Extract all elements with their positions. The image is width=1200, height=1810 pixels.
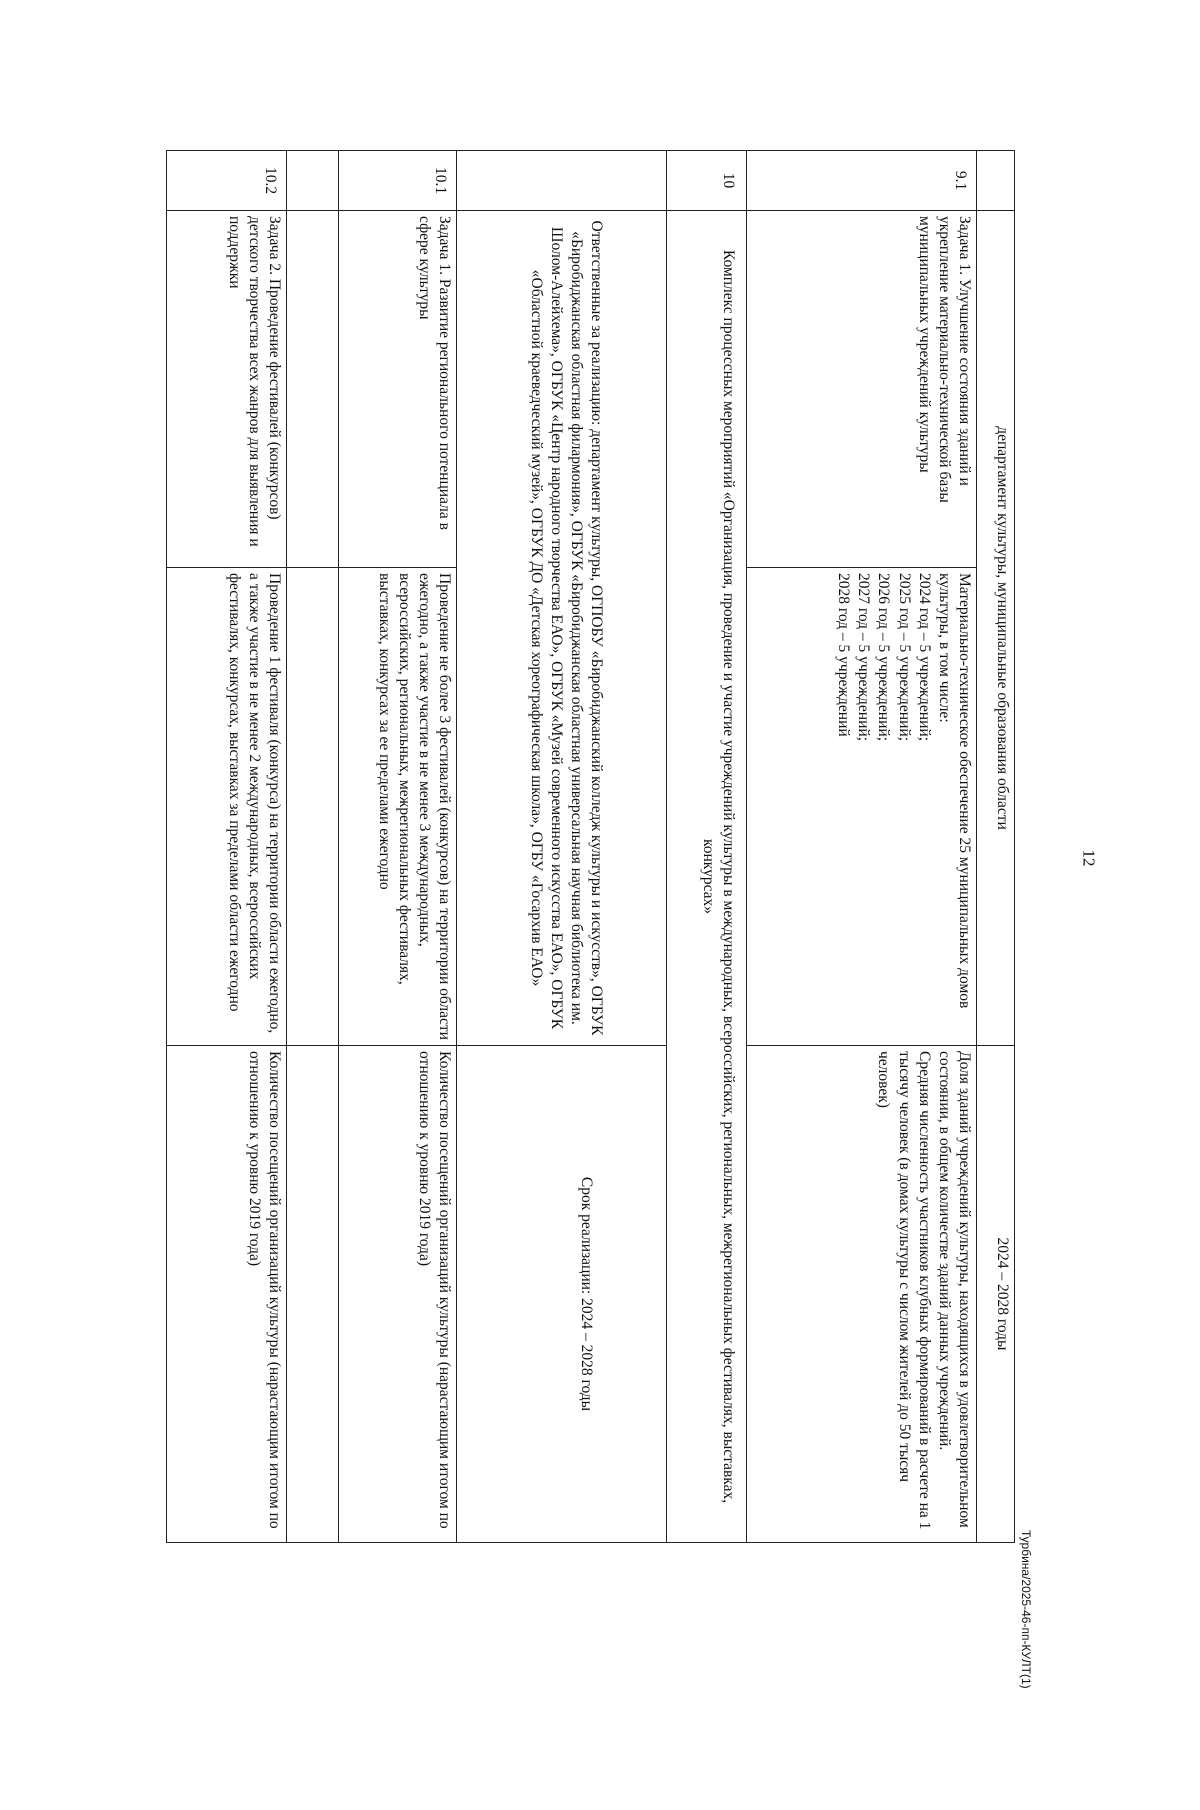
task-cell: Задача 1. Развитие регионального потенциала в сфере культуры [339,211,457,568]
empty-cell [457,151,667,211]
row-number: 10.2 [167,151,287,211]
indicator-text: Доля зданий учреждений культуры, находящихся в удовлетворительном состоянии, в общем количестве зданий данных учреждений. [935,1051,973,1528]
task-cell: Задача 1. Улучшение состояния зданий и укрепление материально-технической базы муниципальных учреждений культуры [747,211,977,568]
result-line: 2024 год – 5 учреждений; [915,573,933,742]
result-cell [747,568,977,1046]
row-number: 9.1 [747,151,977,211]
table-row [977,151,1015,1543]
responsible-cell: Ответственные за реализацию: департамент культуры, ОГПОБУ «Биробиджанский колледж культуры и искусств», ОГБУК «Биробиджанская областная филармония», ОГБУК «Биробиджанская областная универсальная научная библиотека им. Шолом-Алейхема», ОГБУК «Центр народного творчества ЕАО», ОГБУК «Музей современного искусства ЕАО», ОГБУК «Областной краеведческий музей», ОГБУК ДО «Детская хореографическая школа», ОГБУ «Госархив ЕАО» [457,211,667,1046]
indicator-text: Средняя численность участников клубных формирований в расчете на 1 тысячу человек (в домах культуры с числом жителей до 50 тысяч человек) [875,1051,933,1530]
page-number: 12 [1079,849,1099,867]
table-row [457,151,667,1543]
result-cell: Проведение не более 3 фестивалей (конкурсов) на территории области ежегодно, а также участие в не менее 3 международных, всероссийских, региональных, межрегиональных фестивалях, выставках, конкурсах за ее пределами ежегодно [339,568,457,1046]
row-number: 10 [667,151,747,211]
empty-cell [287,1046,339,1543]
row-number: 10.1 [339,151,457,211]
table-row [667,151,747,1543]
period-cell: 2024 – 2028 годы [977,1046,1015,1543]
empty-cell [287,151,339,211]
result-line: 2028 год – 5 учреждений [835,573,853,737]
result-line: 2027 год – 5 учреждений; [855,573,873,742]
table-row [747,151,977,1543]
table-row [287,151,339,1543]
indicator-cell [747,1046,977,1543]
measures-table [166,150,1015,1543]
empty-cell [287,211,339,568]
task-cell: Задача 2. Проведение фестивалей (конкурсов) детского творчества всех жанров для выявления и поддержки [167,211,287,568]
complex-title-cell: Комплекс процессных мероприятий «Организация, проведение и участие учреждений культуры в международных, всероссийских, региональных, межрегиональных фестивалях, выставках, конкурсах» [667,211,747,1543]
table-row [167,151,287,1543]
footer-reference: Турбина/2025-46-пп-КУЛТ(1) [1019,1530,1033,1689]
result-line: Материально-техническое обеспечение 25 муниципальных домов культуры, в том числе: [935,573,973,1009]
result-line: 2026 год – 5 учреждений; [875,573,893,742]
result-cell: Проведение 1 фестиваля (конкурса) на территории области ежегодно, а также участие в не менее 2 международных, всероссийских фестивалях, конкурсах, выставках за пределами области ежегодно [167,568,287,1046]
header-empty-cell [977,151,1015,211]
result-line: 2025 год – 5 учреждений; [895,573,913,742]
indicator-cell: Количество посещений организаций культуры (нарастающим итогом по отношению к уровню 2019 года) [339,1046,457,1543]
empty-cell [287,568,339,1046]
indicator-cell: Количество посещений организаций культуры (нарастающим итогом по отношению к уровню 2019 года) [167,1046,287,1543]
department-cell: департамент культуры, муниципальные образования области [977,211,1015,1046]
rotated-table-sheet [110,150,1015,1542]
term-cell: Срок реализации: 2024 – 2028 годы [457,1046,667,1543]
table-row [339,151,457,1543]
